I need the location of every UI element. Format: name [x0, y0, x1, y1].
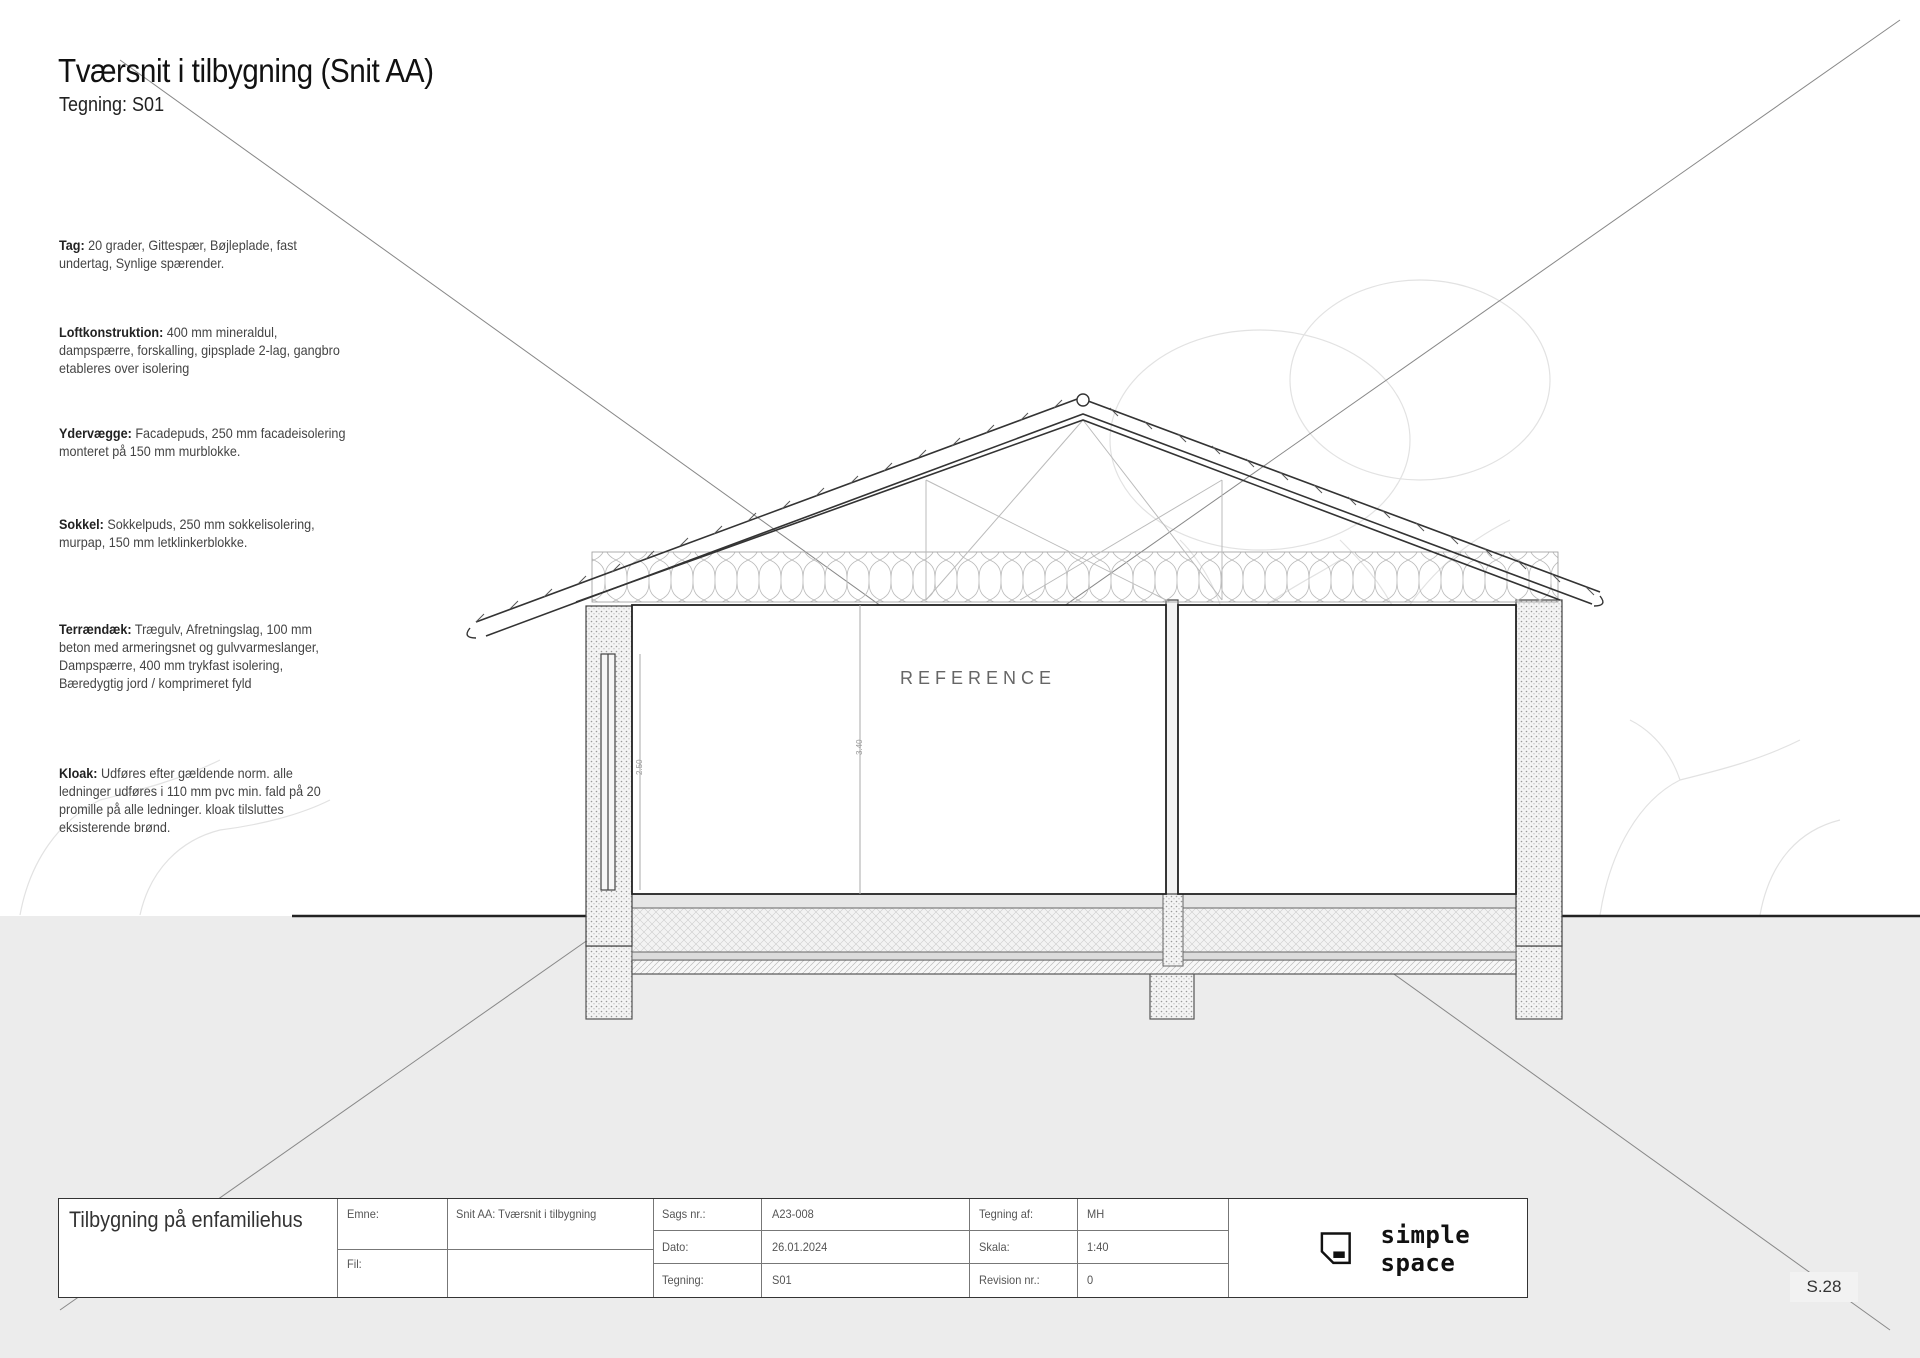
sags-value: A23-008 [772, 1207, 814, 1221]
skala-label: Skala: [979, 1240, 1010, 1254]
brand-name: simple space [1380, 1221, 1471, 1277]
sags-label: Sags nr.: [662, 1207, 706, 1221]
ceiling-insulation [592, 552, 1558, 602]
simple-space-logo-icon [1317, 1226, 1355, 1272]
tegning-value: S01 [772, 1273, 792, 1287]
revision-value: 0 [1087, 1273, 1094, 1287]
title-block [58, 1198, 1528, 1298]
note-ydervaegge: Ydervægge: Facadepuds, 250 mm facadeisolering monteret på 150 mm murblokke. [59, 425, 346, 459]
room-outlines [632, 605, 1516, 894]
revision-label: Revision nr.: [979, 1273, 1040, 1287]
reference-watermark: REFERENCE [900, 668, 1057, 688]
page-number: S.28 [1790, 1272, 1858, 1302]
project-name: Tilbygning på enfamiliehus [69, 1207, 303, 1232]
note-sokkel: Sokkel: Sokkelpuds, 250 mm sokkelisolering, murpap, 150 mm letklinkerblokke. [59, 516, 315, 550]
note-terraendaek: Terrændæk: Trægulv, Afretningslag, 100 mm beton med armeringsnet og gulvvarmeslanger, Dampspærre, 400 mm trykfast isolering, Bæredygtig jord / komprimeret fyld [59, 621, 319, 691]
note-tag: Tag: 20 grader, Gittespær, Bøjleplade, fast undertag, Synlige spærender. [59, 237, 297, 271]
floor-slab [632, 894, 1516, 966]
fil-label: Fil: [347, 1257, 362, 1271]
tegnet-af-value: MH [1087, 1207, 1105, 1221]
skala-value: 1:40 [1087, 1240, 1109, 1254]
page-subtitle: Tegning: S01 [59, 94, 165, 116]
note-kloak: Kloak: Udføres efter gældende norm. alle ledninger udføres i 110 mm pvc min. fald på 20 promille på alle ledninger. kloak tilsluttes eksisterende brønd. [59, 765, 321, 835]
tegning-label: Tegning: [662, 1273, 704, 1287]
page-title: Tværsnit i tilbygning (Snit AA) [58, 52, 434, 89]
tegnet-af-label: Tegning af: [979, 1207, 1034, 1221]
emne-value: Snit AA: Tværsnit i tilbygning [456, 1207, 597, 1221]
dato-value: 26.01.2024 [772, 1240, 828, 1254]
window-left [601, 654, 615, 890]
dato-label: Dato: [662, 1240, 689, 1254]
brand [1317, 1221, 1527, 1277]
dimension-left: 2.50 [635, 759, 644, 775]
dimension-center: 3.40 [855, 739, 864, 755]
emne-label: Emne: [347, 1207, 379, 1221]
note-loftkonstruktion: Loftkonstruktion: 400 mm mineraldul, dampspærre, forskalling, gipsplade 2-lag, gangbro etableres over isolering [59, 324, 340, 376]
